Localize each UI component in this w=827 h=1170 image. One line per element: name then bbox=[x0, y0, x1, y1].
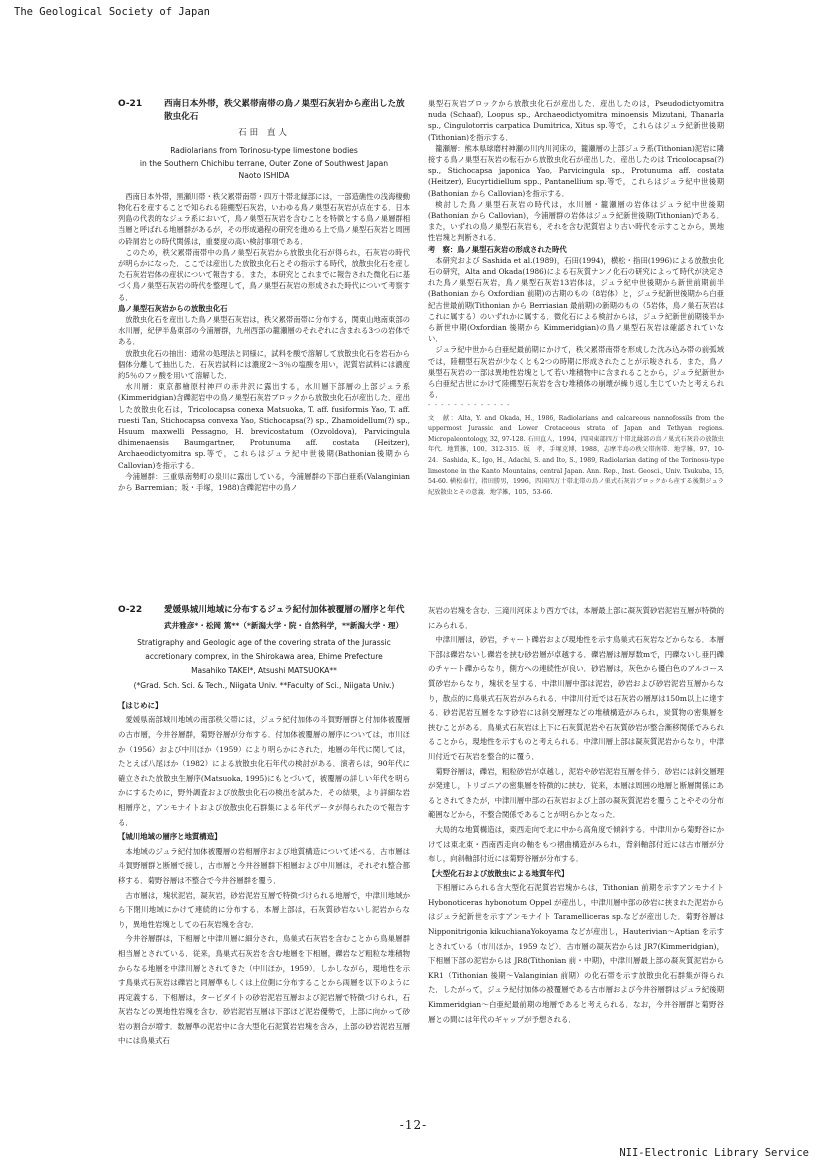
a21-title-jp: 西南日本外帯，秩父累帯南帯の鳥ノ巣型石灰岩から産出した放散虫化石 bbox=[164, 99, 405, 122]
a21-section-heading: 考 察：鳥ノ巣型石灰岩の形成された時代 bbox=[428, 244, 567, 254]
a21-paragraph: 巣型石灰岩ブロックから放散虫化石が産出した．産出したのは，Pseudodictyomitra nuda (Schaaf), Loopus sp., Archaeodictyomitra minoensis Mizutani, Thanarla sp., Cingulotorris carpatica Dumitrica, Xitus sp.等で，これらはジュラ紀新世後期(Tithonian)を指示する． bbox=[428, 99, 724, 142]
a21-references bbox=[428, 414, 724, 499]
a22-paragraph: 大局的な地質構造は，東西走向で北に中から高角度で傾斜する．中津川から菊野谷にかけては東北東・西南西走向の軸をもつ褶曲構造がみられ，背斜軸部付近には古市層が分布し，向斜軸部付近には菊野谷層が分布する． bbox=[428, 824, 724, 864]
a21-english-title bbox=[118, 145, 410, 183]
a21-title-en-line1: Radiolarians from Torinosu-type limestone bodies bbox=[170, 146, 358, 156]
a21-paragraph: ジュラ紀中世から白亜紀最前期にかけて，秩父累帯南帯を形成した沈み込み帯の前弧域では，陸棚型石灰岩が少なくとも2つの時期に形成されたことが示唆される．また，鳥ノ巣型石灰岩の一部は異地性岩塊として若い堆積物中に含まれることから，ジュラ紀新世から白亜紀古世にかけて陸棚型石灰岩を含む堆積体の崩壊が繰り返し生じていたと考えられる． bbox=[428, 345, 724, 400]
a21-paragraph: 西南日本外帯，黒瀬川帯・秩父累帯南帯・四万十帯北縁部には，一部造礁性の浅海棲動物化石を産することで知られる陸棚型石灰岩，いわゆる鳥ノ巣型石灰岩が点在する．日本列島の代表的なジュラ系において，鳥ノ巣型石灰岩を含むことを特徴とする鳥ノ巣層群相当層と呼ばれる地層群があるが，その形成過程の研究を進める上で鳥ノ巣型石灰岩と周囲の砕屑岩との時代関係は，重要度の高い検討事項である． bbox=[118, 191, 410, 246]
a21-left-column bbox=[118, 98, 410, 493]
a21-number: O-21 bbox=[118, 99, 143, 109]
a21-author-jp: 石田 直人 bbox=[238, 128, 290, 138]
a22-title-en-line2: accretionary comprex, in the Shirokawa area, Ehime Prefecture bbox=[145, 652, 383, 662]
a21-title-block bbox=[118, 98, 410, 124]
journal-header: The Geological Society of Japan bbox=[14, 6, 210, 18]
a22-title-block bbox=[118, 604, 410, 617]
a22-paragraph: 古市層は，塊状泥岩，凝灰岩，砂岩泥岩互層で特徴づけられる地層で，中津川地域から下閉川地域にかけて連続的に分布する．本層上部は，石灰質砂岩ないし泥岩からなり，異地性岩塊としての石灰岩塊を含む． bbox=[118, 890, 410, 929]
a22-title-en-line1: Stratigraphy and Geologic age of the covering strata of the Jurassic bbox=[137, 638, 391, 647]
reference-text: 文 献：Alta, Y. and Okada, H., 1986, Radiolarians and calcareous nannofossils from the uppermost Jurassic and Lower Cretaceous strata of Japan and Tethyan regions. Micropaleontology, 32, 97-128. 石田直人，1994，四国東部四万十帯北縁部の鳥ノ巣式石灰岩の放散虫年代．地質雑，100，312-315．坂 孝，手塚克博，1988，志摩半島の秩父帯南帯．地学雑，97，10-24．Sashida, K., Igo, H., Adachi, S. and Ito, S., 1989, Radiolarian dating of the Torinosu-type limestone in the Kanto Mountains, central Japan. Ann. Rep., Inst. Geosci., Univ. Tsukuba, 15, 54-60. 横松泰行，指田勝男，1996，四国四万十帯北帯の鳥ノ巣式石灰岩ブロックから産する後期ジュラ紀放散虫とその意義．地学雑，105，53-66. bbox=[428, 414, 724, 496]
a22-paragraph: 愛媛県南部城川地域の南部秩父帯には，ジュラ紀付加体の斗賀野層群と付加体被覆層の古市層，今井谷層群，菊野谷層が分布する．付加体被覆層の層序については，市川ほか（1956）および中川ほか（1959）により明らかにされた．地層の年代に関しては，たとえば八尾ほか（1982）による放散虫化石年代の検討がある．演者らは，90年代に確立された放散虫生層序(Matsuoka, 1995)にもとづいて，被覆層の詳しい年代を明らかにするために，野外調査および放散虫化石の検出を試みた．その結果，より詳細な岩相層序と，アンモナイトおよび放散虫化石群集による年代データが得られたので報告する． bbox=[118, 715, 410, 827]
a21-paragraph: 放散虫化石の抽出：通常の処理法と同様に，試料を酸で溶解して放散虫化石を岩石から個体分離して抽出した．石灰岩試料には濃度2～3％の塩酸を用い，泥質岩試料には濃度約5％のフッ酸を用いて溶解した． bbox=[118, 348, 410, 380]
a21-right-column bbox=[428, 98, 724, 498]
a22-title-jp: 愛媛県城川地域に分布するジュラ紀付加体被覆層の層序と年代 bbox=[164, 605, 405, 615]
library-footer: NII-Electronic Library Service bbox=[619, 1147, 809, 1159]
a21-paragraph: 放散虫化石を産出した鳥ノ巣型石灰岩は，秩父累帯南帯に分布する，関東山地南東部の水川層，紀伊半島東部の今浦層群，九州西部の籠瀬層のそれぞれに含まれる3つの岩体である． bbox=[118, 314, 410, 347]
a22-number: O-22 bbox=[118, 605, 143, 615]
separator-dots: - - - - - - - - - - - - - bbox=[428, 401, 511, 410]
a21-paragraph: このため，秩父累帯南帯中の鳥ノ巣型石灰岩から放散虫化石が得られ，石灰岩の時代が明らかになった．ここでは産出した放散虫化石とその指示する時代，放散虫化石を産した石灰岩岩体の産状について報告する．また，本研究とこれまでに報告された微化石に基づく鳥ノ巣型石灰岩の時代を整理して，鳥ノ巣型石灰岩の形成された時代について考察する． bbox=[118, 247, 410, 302]
a21-paragraph: 本研究および Sashida et al.(1989)，石田(1994)，横松・指田(1996)による放散虫化石の研究，Alta and Okada(1986)による石灰質ナンノ化石の研究によって時代が決定された鳥ノ巣型石灰岩，鳥ノ巣型石灰岩13岩体は，ジュラ紀中世後期から新世前期前半(Bathonian から Oxfordian 前期)の古期のもの（8岩体）と，ジュラ紀新世後期から白亜紀古世最前期(Tithonian から Berriasian 最前期)の新期のもの（5岩体，鳥ノ巣石灰岩はこれに属する）のいずれかに属する．微化石による検討からは，ジュラ紀新世前期後半から新世中期(Oxfordian 後期から Kimmeridgian)の鳥ノ巣型石灰岩は確認されていない． bbox=[428, 255, 725, 344]
a22-paragraph: 灰岩の岩塊を含む．三滝川河床より西方では，本層最上部に凝灰質砂岩泥岩互層が特徴的にみられる． bbox=[428, 606, 724, 630]
a22-section-heading: 【はじめに】 bbox=[118, 700, 163, 710]
a22-authors-jp: 武井雅彦*・松岡 篤**（*新潟大学・院・自然科学，**新潟大学・理） bbox=[164, 621, 404, 630]
a22-paragraph: 下相層にみられる含大型化石泥質岩岩塊からは，Tithonian 前期を示すアンモナイト Hybonoticeras hybonotum Oppel が産出し，中津川層中部の砂岩に挟まれた泥岩からはジュラ紀新世を示すアンモナイト Taramelliceras sp.などが産出した．菊野谷層は Nipponitrigonia kikuchianaYokoyama などが産出し，Hauterivian～Aptian を示すとされている（市川ほか，1959 など）．古市層の凝灰岩からは JR7(Kimmeridgian)，下相層下部の泥岩からは JR8(Tithonian 前・中期)，中津川層最上部の凝灰質泥岩から KR1（Tithonian 後期～Valanginian 前期）の化石帯を示す放散虫化石群集が得られた．したがって，ジュラ紀付加体の被覆層である古市層および今井谷層群はジュラ紀後期 Kimmeridgian～白亜紀最前期の地層であると考えられる．なお，今井谷層群と菊野谷層との間には年代のギャップが予想される． bbox=[428, 883, 724, 1024]
a22-paragraph: 菊野谷層は，礫岩，粗粒砂岩が卓越し，泥岩や砂岩泥岩互層を伴う．砂岩には斜交層理が発達し，トリゴニアの密集層を特徴的に挟む．従来，本層は周囲の地層と断層関係にあるとされてきたが，中津川層中部の石灰岩および上部の凝灰質泥岩を覆うことやその分布範囲などから，不整合関係であることが明らかとなった． bbox=[428, 766, 724, 820]
a22-right-column bbox=[428, 604, 724, 1027]
a21-title-en-line2: in the Southern Chichibu terrane, Outer Zone of Southwest Japan bbox=[139, 158, 389, 168]
a21-section-heading: 鳥ノ巣型石灰岩からの放散虫化石 bbox=[118, 303, 228, 313]
a21-paragraph: 籠瀬層：熊本県球磨村神瀬の川内川河床の，籠瀬層の上部ジュラ系(Tithonian)泥岩に隣接する鳥ノ巣型石灰岩の転石から放散虫化石が産出した．産出したのは Tricolocapsa(?) sp., Stichocapsa japonica Yao, Parvicingula sp., Protunuma aff. costata (Heitzer), Eucyrtidiellum spp., Pantanellium sp.等で，これらはジュラ紀中世後期(Bathonian から Callovian)を指示する． bbox=[428, 143, 724, 198]
a22-affiliation-en: (*Grad. Sch. Sci. & Tech., Niigata Univ. **Faculty of Sci., Niigata Univ.) bbox=[133, 680, 395, 690]
page-number: -12- bbox=[399, 1118, 428, 1132]
a21-paragraph: 今浦層群：三重県南勢町の泉川に露出している，今浦層群の下部白亜系(Valanginian から Barremian；坂・手塚，1988)含礫泥岩中の鳥ノ bbox=[118, 471, 410, 492]
a22-paragraph: 中津川層は，砂岩，チャート礫岩および現地性を示す鳥巣式石灰岩などからなる．本層下部は礫岩ないし礫岩を挟む砂岩層が卓越する．礫岩層は層厚数mで，円礫ないし亜円礫のチャート礫からなり，側方への連続性が良い．砂岩層は，灰色から優白色のアルコース質砂岩からなり，塊状を呈する．中津川層中部は泥岩，砂岩および砂岩泥岩互層からなり，散点的に鳥巣式石灰岩がみられる．中津川付近では石灰岩の層厚は150m以上に達する．砂岩泥岩互層をなす砂岩には斜交層理などの堆積構造がみられ，炭質物の密集層を挟むことがある．鳥巣式石灰岩は上下に石灰質泥岩や石灰質砂岩が整合漸移関係でみられることから，現地性を示すものと考えられる．中津川層上部は凝灰質泥岩からなり，中津川付近で石灰岩を整合的に覆う． bbox=[428, 635, 724, 761]
a21-author-en: Naoto ISHIDA bbox=[238, 171, 290, 181]
a22-english-title bbox=[118, 636, 410, 693]
a21-paragraph: 検討した鳥ノ巣型石灰岩の時代は，水川層・籠瀬層の岩体はジュラ紀中世後期(Bathonian から Callovian)，今浦層群の岩体はジュラ紀新世後期(Tithonian)である．また，いずれの鳥ノ巣型石灰岩も，それを含む泥質岩より古い時代を示すことから，異地性岩塊と判断される． bbox=[428, 199, 724, 243]
a22-paragraph: 今井谷層群は，下相層と中津川層に細分され，鳥巣式石灰岩を含むことから鳥巣層群相当層とされている．従来，鳥巣式石灰岩を含む地層を下相層，礫岩など粗粒な堆積物からなる地層を中津川層とされてきた（中川ほか，1959）．しかしながら，現地性を示す鳥巣式石灰岩は礫岩と同層準もしくは上位側に分布することから両層を以下のように再定義する．下相層は，ターピダイトの砂岩泥岩互層および泥岩層で特徴づけられ，石灰岩などの異地性岩塊を含む．砂岩泥岩互層は下部ほど泥岩優勢で，上部に向かって砂岩の割合が増す．数層準の泥岩中に含大型化石泥質岩岩塊を含み，上部の砂岩泥岩互層中には鳥巣式石 bbox=[118, 934, 410, 1046]
a21-paragraph: 水川層：東京都檜原村神戸の赤井沢に露出する，水川層下部層の上部ジュラ系(Kimmeridgian)含礫泥岩中の鳥ノ巣型石灰岩ブロックから放散虫化石が産出した．産出した放散虫化石は，Tricolocapsa conexa Matsuoka, T. aff. fusiformis Yao, T. aff. ruesti Tan, Stichocapsa convexa Yao, Stichocapsa(?) sp., Zhamoidellum(?) sp., Hsuum maxwelli Pessagno, H. brevicostatum (Ozvoldova), Parvicingula dhimenaensis Baumgartner, Protunuma aff. costata (Heitzer), Archaeodictyomitra sp.等で，これらはジュラ紀中世後期(Bathonian後期から Callovian)を指示する． bbox=[118, 382, 410, 470]
a22-authors-en: Masahiko TAKEI*, Atsushi MATSUOKA** bbox=[191, 666, 337, 676]
a22-section-heading: 【大型化石および放散虫による地質年代】 bbox=[428, 868, 569, 878]
a22-section-heading: 【城川地域の層序と地質構造】 bbox=[118, 832, 222, 842]
a22-paragraph: 本地域のジュラ紀付加体被覆層の岩相層序および地質構造について述べる．古市層は斗賀野層群と断層で接し，古市層と今井谷層群下相層および中川層は，それぞれ整合都移する．菊野谷層は不整合で今井谷層群を覆う． bbox=[118, 846, 410, 885]
a22-left-column bbox=[118, 604, 410, 1049]
